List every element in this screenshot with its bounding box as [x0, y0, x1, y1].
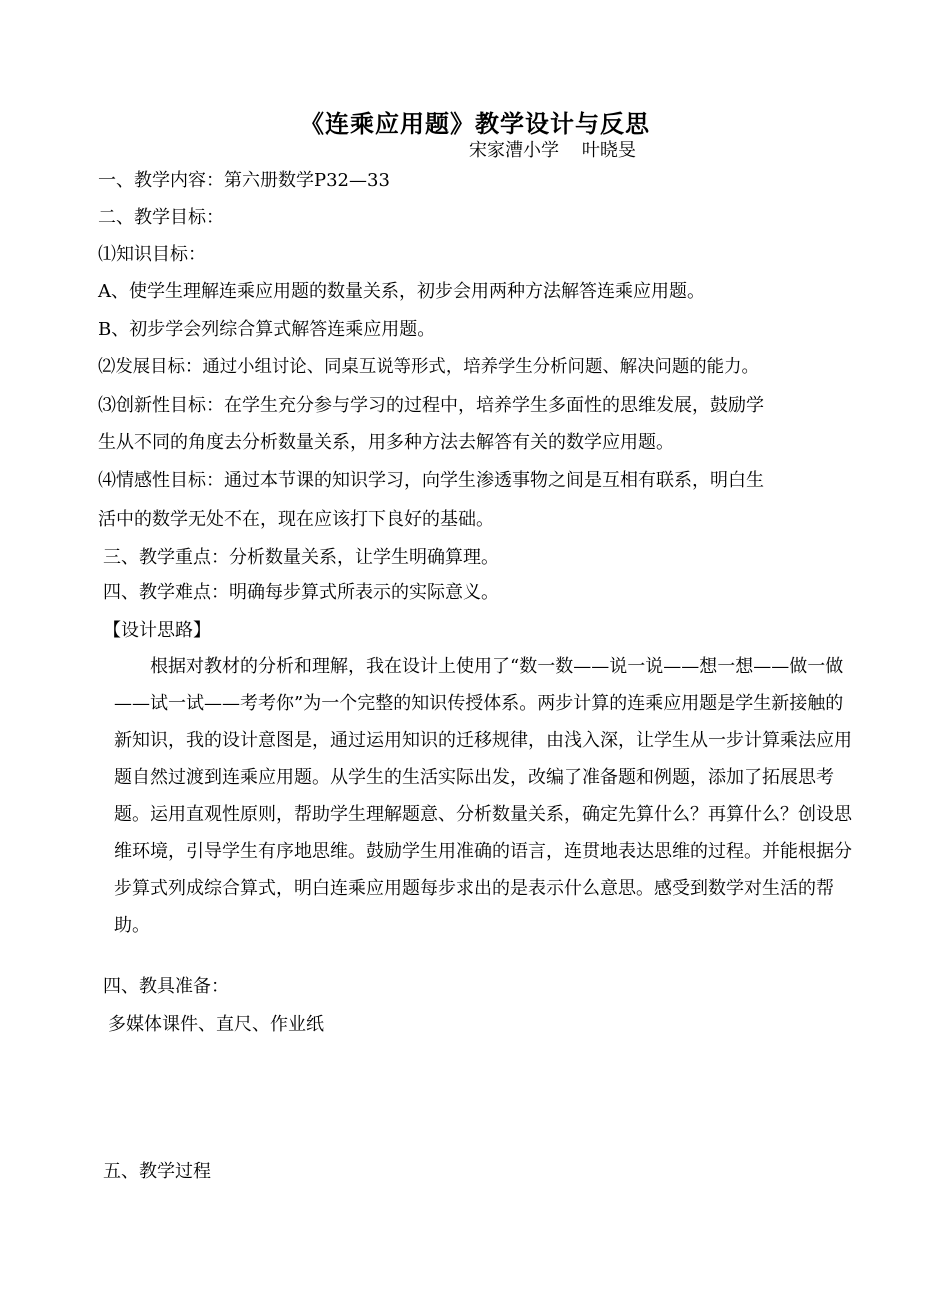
- design-paragraph: 根据对教材的分析和理解，我在设计上使用了“数一数——说一说——想一想——做一做——试一试——考考你”为一个完整的知识传授体系。两步计算的连乘应用题是学生新接触的新知识，我的设计意图是，通过运用知识的迁移规律，由浅入深，让学生从一步计算乘法应用题自然过渡到连乘应用题。从学生的生活实际出发，改编了准备题和例题，添加了拓展思考题。运用直观性原则，帮助学生理解题意、分析数量关系，确定先算什么？再算什么？创设思维环境，引导学生有序地思维。鼓励学生用准确的语言，连贯地表达思维的过程。并能根据分步算式列成综合算式，明白连乘应用题每步求出的是表示什么意思。感受到数学对生活的帮助。: [114, 656, 852, 936]
- goal-b: B、初步学会列综合算式解答连乘应用题。: [98, 319, 436, 340]
- knowledge-goal-heading: ⑴知识目标：: [98, 244, 206, 265]
- emotion-goal-line-2: 活中的数学无处不在，现在应该打下良好的基础。: [98, 509, 494, 530]
- creative-goal-line-2: 生从不同的角度去分析数量关系，用多种方法去解答有关的数学应用题。: [98, 432, 674, 453]
- difficulty: 四、教学难点：明确每步算式所表示的实际意义。: [103, 582, 499, 603]
- document-title: 《连乘应用题》教学设计与反思: [300, 110, 650, 138]
- goal-a: A、使学生理解连乘应用题的数量关系，初步会用两种方法解答连乘应用题。: [98, 281, 705, 302]
- teaching-goals-heading: 二、教学目标：: [98, 207, 224, 228]
- development-goal: ⑵发展目标：通过小组讨论、同桌互说等形式，培养学生分析问题、解决问题的能力。: [98, 357, 759, 377]
- key-point: 三、教学重点：分析数量关系，让学生明确算理。: [103, 547, 499, 568]
- process-heading: 五、教学过程: [103, 1161, 211, 1182]
- design-heading: 【设计思路】: [103, 620, 211, 641]
- tools-heading: 四、教具准备：: [103, 976, 229, 997]
- emotion-goal-line-1: ⑷情感性目标：通过本节课的知识学习，向学生渗透事物之间是互相有联系，明白生: [98, 470, 764, 491]
- author-line: 宋家漕小学 叶晓旻: [469, 140, 636, 161]
- teaching-content: 一、教学内容：第六册数学P32—33: [98, 170, 390, 191]
- creative-goal-line-1: ⑶创新性目标：在学生充分参与学习的过程中，培养学生多面性的思维发展，鼓励学: [98, 395, 764, 416]
- tools-list: 多媒体课件、直尺、作业纸: [108, 1014, 324, 1035]
